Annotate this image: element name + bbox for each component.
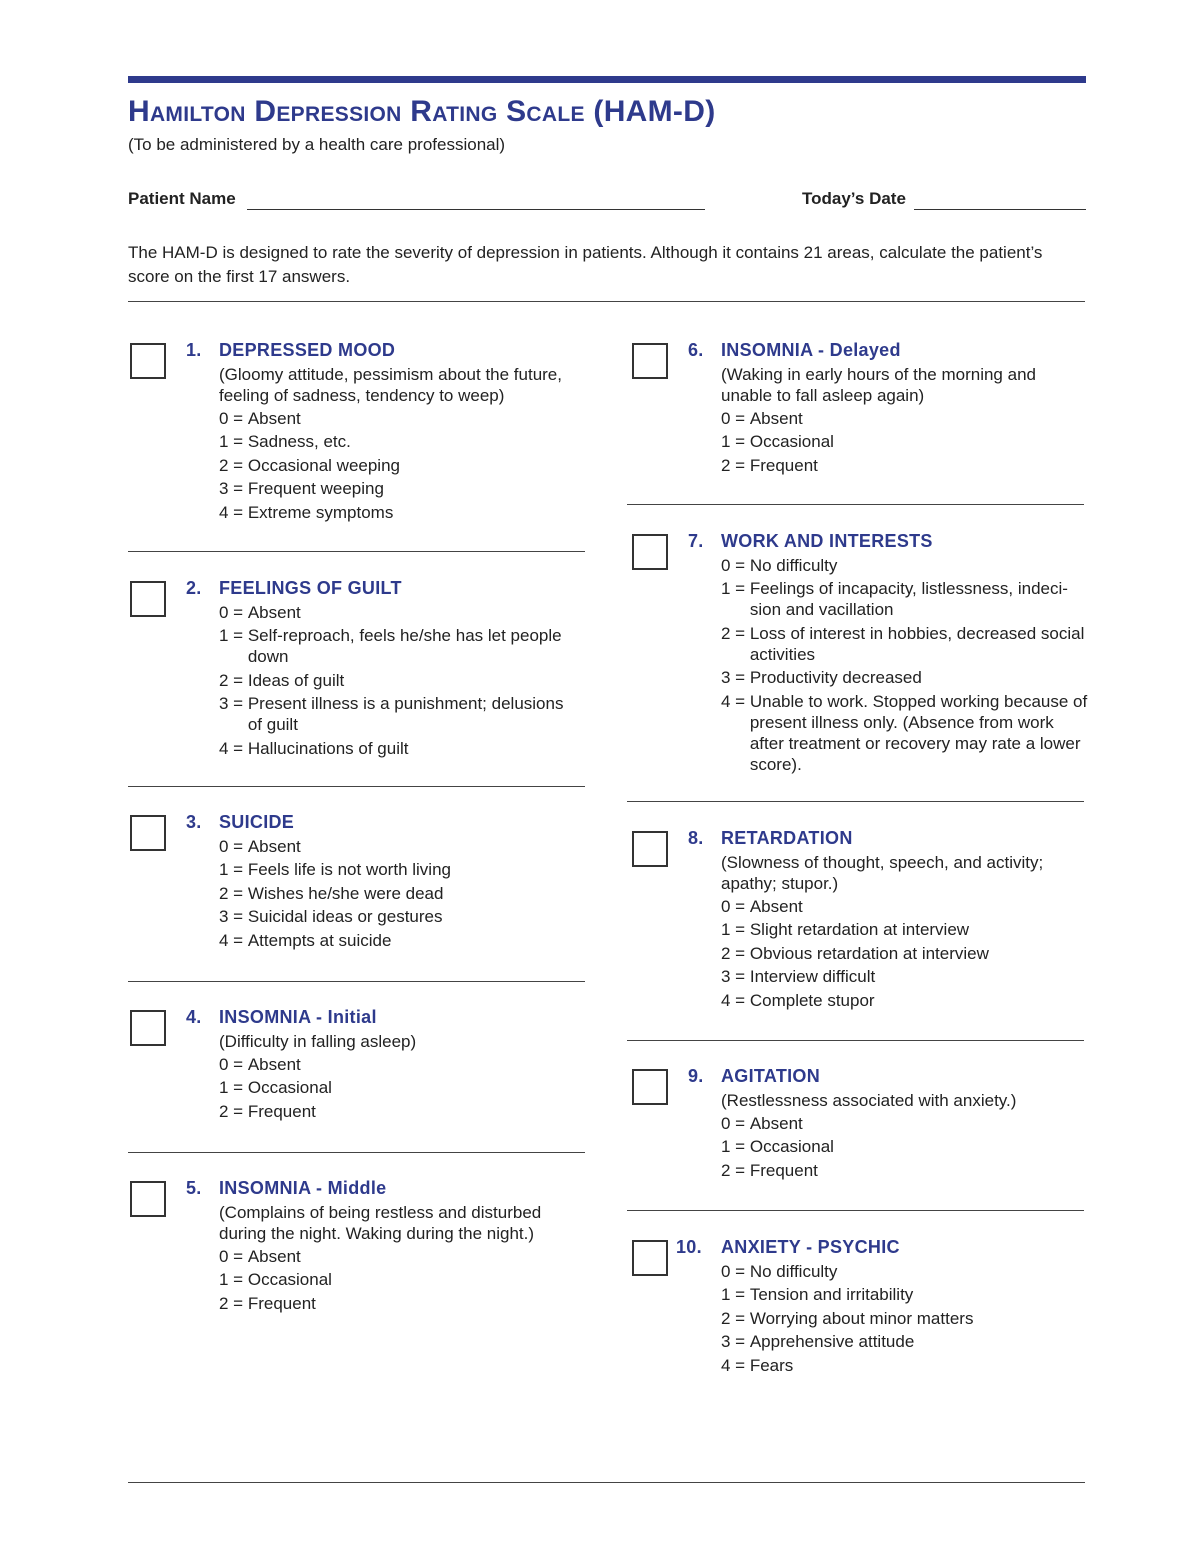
score-option <box>219 738 579 759</box>
item-number: 10. <box>676 1237 702 1257</box>
score-description: Frequent <box>749 1160 818 1180</box>
score-value: 4 = <box>219 738 248 758</box>
item-body <box>219 836 579 953</box>
item-title: INSOMNIA - <box>219 1007 328 1027</box>
score-value: 1 = <box>721 579 750 599</box>
score-description: Hallucinations of guilt <box>247 738 409 758</box>
score-value: 3 = <box>219 694 248 714</box>
score-description: Occasional <box>749 1137 834 1157</box>
score-checkbox[interactable] <box>632 1240 668 1276</box>
score-value: 1 = <box>219 1078 248 1098</box>
item-description: (Difficulty in falling asleep) <box>219 1032 417 1051</box>
section-divider <box>627 1040 1084 1041</box>
score-option <box>721 1160 1091 1181</box>
item-header <box>186 340 202 361</box>
item-heading <box>219 578 402 599</box>
score-option <box>219 883 579 904</box>
score-checkbox[interactable] <box>632 831 668 867</box>
patient-name-field[interactable] <box>247 209 705 210</box>
score-option <box>219 1246 579 1267</box>
item-body <box>219 1031 579 1124</box>
score-option <box>219 906 579 927</box>
score-description: Unable to work. Stopped working because of present illness only. (Absence from work after treatment or recovery may rate a lower score). <box>749 691 1088 774</box>
score-description: No difficulty <box>749 1262 838 1281</box>
footer-divider <box>128 1482 1085 1483</box>
score-value: 3 = <box>721 1332 750 1352</box>
item-body <box>721 852 1091 1013</box>
score-checkbox[interactable] <box>632 534 668 570</box>
score-option <box>721 455 1091 476</box>
score-value: 2 = <box>219 455 248 475</box>
score-description: Slight retardation at interview <box>749 920 970 940</box>
score-option <box>219 478 579 499</box>
score-option <box>219 930 579 951</box>
score-option <box>721 919 1091 940</box>
score-value: 0 = <box>219 1247 248 1266</box>
header-divider <box>128 301 1085 302</box>
item-body <box>721 1261 1091 1378</box>
item-header <box>186 1178 202 1199</box>
item-description: (Complains of being restless and disturbed during the night. Waking during the night.) <box>219 1203 542 1243</box>
score-option <box>219 836 579 857</box>
score-value: 2 = <box>219 670 248 690</box>
score-option <box>219 670 579 691</box>
score-value: 1 = <box>721 432 750 452</box>
score-value: 2 = <box>721 455 750 475</box>
score-description: Feels life is not worth living <box>247 860 451 880</box>
score-description: Absent <box>749 897 803 916</box>
item-number: 1. <box>186 340 202 360</box>
score-description: Worrying about minor matters <box>749 1308 974 1328</box>
score-value: 2 = <box>721 943 750 963</box>
header-bar <box>128 76 1086 83</box>
item-qualifier: Middle <box>327 1178 387 1198</box>
todays-date-field[interactable] <box>914 209 1086 210</box>
item-heading <box>219 812 294 833</box>
item-title: DEPRESSED MOOD <box>219 340 396 360</box>
score-description: Loss of interest in hobbies, decreased social activities <box>749 623 1085 664</box>
score-description: Present illness is a punishment; delusions of guilt <box>247 694 564 735</box>
score-value: 3 = <box>219 907 248 927</box>
score-value: 4 = <box>721 990 750 1010</box>
score-value: 1 = <box>721 1285 750 1305</box>
item-body <box>219 1202 579 1316</box>
score-description: Feelings of incapacity, listlessness, indeci-sion and vacillation <box>749 579 1068 620</box>
score-option <box>219 502 579 523</box>
score-option <box>721 943 1091 964</box>
item-title: SUICIDE <box>219 812 295 832</box>
score-value: 0 = <box>721 897 750 916</box>
score-value: 4 = <box>721 1355 750 1375</box>
score-option <box>219 408 579 429</box>
score-description: Frequent <box>247 1101 316 1121</box>
score-checkbox[interactable] <box>130 1010 166 1046</box>
item-title: AGITATION <box>721 1066 821 1086</box>
score-description: Absent <box>247 1247 301 1266</box>
score-value: 2 = <box>721 623 750 643</box>
item-header <box>186 578 202 599</box>
score-value: 3 = <box>721 668 750 688</box>
score-value: 1 = <box>219 860 248 880</box>
score-option <box>721 1136 1091 1157</box>
item-number: 6. <box>688 340 704 360</box>
score-description: Occasional weeping <box>247 455 400 475</box>
score-option <box>219 693 579 735</box>
score-description: Sadness, etc. <box>247 432 351 452</box>
score-description: Tension and irritability <box>749 1285 914 1305</box>
score-value: 0 = <box>219 1055 248 1074</box>
item-header <box>688 531 704 552</box>
section-divider <box>128 981 585 982</box>
score-value: 0 = <box>721 1262 750 1281</box>
item-description: (Gloomy attitude, pessimism about the future, feeling of sadness, tendency to weep) <box>219 365 562 405</box>
score-option <box>721 990 1091 1011</box>
item-description: (Slowness of thought, speech, and activity; apathy; stupor.) <box>721 853 1044 893</box>
score-value: 2 = <box>721 1160 750 1180</box>
score-description: Absent <box>247 837 301 856</box>
score-option <box>219 1054 579 1075</box>
item-number: 4. <box>186 1007 202 1027</box>
score-option <box>721 667 1091 688</box>
item-header <box>186 1007 202 1028</box>
score-value: 0 = <box>219 837 248 856</box>
item-heading <box>721 1066 820 1087</box>
score-checkbox[interactable] <box>632 1069 668 1105</box>
item-title: INSOMNIA - <box>721 340 830 360</box>
score-value: 1 = <box>219 1270 248 1290</box>
item-heading <box>721 531 933 552</box>
score-value: 4 = <box>219 930 248 950</box>
score-option <box>219 1077 579 1098</box>
score-option <box>219 431 579 452</box>
patient-name-label: Patient Name <box>128 189 236 208</box>
score-value: 4 = <box>219 502 248 522</box>
item-description: (Restlessness associated with anxiety.) <box>721 1091 1017 1110</box>
score-value: 0 = <box>721 556 750 575</box>
score-description: Occasional <box>247 1078 332 1098</box>
score-description: Absent <box>247 409 301 428</box>
item-title: WORK AND INTERESTS <box>721 531 933 551</box>
score-value: 1 = <box>219 432 248 452</box>
score-description: Absent <box>247 603 301 622</box>
score-checkbox[interactable] <box>130 815 166 851</box>
item-number: 9. <box>688 1066 704 1086</box>
item-number: 8. <box>688 828 704 848</box>
todays-date-label: Today’s Date <box>802 189 906 208</box>
score-description: Frequent weeping <box>247 479 384 499</box>
score-option <box>721 408 1091 429</box>
score-description: Obvious retardation at interview <box>749 943 989 963</box>
page-title: Hamilton Depression Rating Scale (HAM-D) <box>128 95 716 128</box>
score-option <box>219 625 579 667</box>
item-body <box>721 1090 1091 1183</box>
item-number: 5. <box>186 1178 202 1198</box>
score-description: Self-reproach, feels he/she has let people down <box>247 626 562 667</box>
score-option <box>721 431 1091 452</box>
score-description: Productivity decreased <box>749 668 922 688</box>
score-description: Frequent <box>247 1293 316 1313</box>
score-option <box>721 966 1091 987</box>
item-heading <box>721 828 853 849</box>
score-option <box>721 555 1091 576</box>
item-heading <box>219 340 395 361</box>
score-value: 0 = <box>219 409 248 428</box>
score-description: Wishes he/she were dead <box>247 883 444 903</box>
item-number: 7. <box>688 531 704 551</box>
section-divider <box>627 801 1084 802</box>
score-option <box>219 455 579 476</box>
score-description: Apprehensive attitude <box>749 1332 915 1352</box>
score-value: 2 = <box>219 883 248 903</box>
item-heading <box>721 340 901 361</box>
item-title: INSOMNIA - <box>219 1178 328 1198</box>
score-option <box>721 1261 1091 1282</box>
score-option <box>721 896 1091 917</box>
section-divider <box>627 504 1084 505</box>
score-option <box>721 691 1091 775</box>
score-value: 1 = <box>219 626 248 646</box>
score-checkbox[interactable] <box>130 343 166 379</box>
score-description: Absent <box>247 1055 301 1074</box>
item-body <box>219 364 579 525</box>
score-description: Fears <box>749 1355 794 1375</box>
score-option <box>219 1293 579 1314</box>
score-description: Extreme symptoms <box>247 502 394 522</box>
item-heading <box>219 1178 386 1199</box>
item-header <box>688 1066 704 1087</box>
item-heading <box>219 1007 377 1028</box>
item-number: 2. <box>186 578 202 598</box>
item-heading <box>721 1237 900 1258</box>
item-title: ANXIETY - PSYCHIC <box>721 1237 900 1257</box>
score-value: 1 = <box>721 1137 750 1157</box>
item-title: RETARDATION <box>721 828 853 848</box>
item-header <box>676 1237 702 1258</box>
score-description: Attempts at suicide <box>247 930 392 950</box>
item-title: FEELINGS OF GUILT <box>219 578 402 598</box>
score-description: No difficulty <box>749 556 838 575</box>
score-option <box>721 578 1091 620</box>
section-divider <box>627 1210 1084 1211</box>
score-value: 4 = <box>721 691 750 711</box>
score-option <box>721 1331 1091 1352</box>
score-option <box>721 1113 1091 1134</box>
score-checkbox[interactable] <box>130 581 166 617</box>
score-option <box>721 623 1091 665</box>
score-option <box>219 602 579 623</box>
item-qualifier: Delayed <box>829 340 901 360</box>
score-description: Suicidal ideas or gestures <box>247 907 443 927</box>
score-description: Occasional <box>749 432 834 452</box>
item-body <box>721 364 1091 478</box>
score-option <box>219 859 579 880</box>
score-value: 0 = <box>721 1114 750 1133</box>
item-description: (Waking in early hours of the morning and unable to fall asleep again) <box>721 365 1036 405</box>
item-qualifier: Initial <box>327 1007 377 1027</box>
item-header <box>688 340 704 361</box>
score-value: 3 = <box>219 479 248 499</box>
score-description: Complete stupor <box>749 990 875 1010</box>
intro-text: The HAM-D is designed to rate the severity of depression in patients. Although it contains 21 areas, calculate the patient’s score on the first 17 answers. <box>128 243 1043 286</box>
page-subtitle: (To be administered by a health care professional) <box>128 135 506 154</box>
item-body <box>721 555 1091 777</box>
section-divider <box>128 1152 585 1153</box>
score-checkbox[interactable] <box>632 343 668 379</box>
score-option <box>219 1101 579 1122</box>
score-value: 0 = <box>721 409 750 428</box>
score-value: 1 = <box>721 920 750 940</box>
score-option <box>721 1308 1091 1329</box>
score-option <box>721 1284 1091 1305</box>
score-value: 2 = <box>721 1308 750 1328</box>
score-description: Absent <box>749 409 803 428</box>
score-description: Occasional <box>247 1270 332 1290</box>
score-description: Interview difficult <box>749 967 876 987</box>
item-number: 3. <box>186 812 202 832</box>
score-value: 2 = <box>219 1101 248 1121</box>
score-checkbox[interactable] <box>130 1181 166 1217</box>
score-value: 3 = <box>721 967 750 987</box>
item-body <box>219 602 579 761</box>
score-description: Ideas of guilt <box>247 670 345 690</box>
section-divider <box>128 551 585 552</box>
item-header <box>688 828 704 849</box>
item-header <box>186 812 202 833</box>
score-description: Absent <box>749 1114 803 1133</box>
section-divider <box>128 786 585 787</box>
score-value: 2 = <box>219 1293 248 1313</box>
score-description: Frequent <box>749 455 818 475</box>
score-value: 0 = <box>219 603 248 622</box>
score-option <box>721 1355 1091 1376</box>
score-option <box>219 1269 579 1290</box>
